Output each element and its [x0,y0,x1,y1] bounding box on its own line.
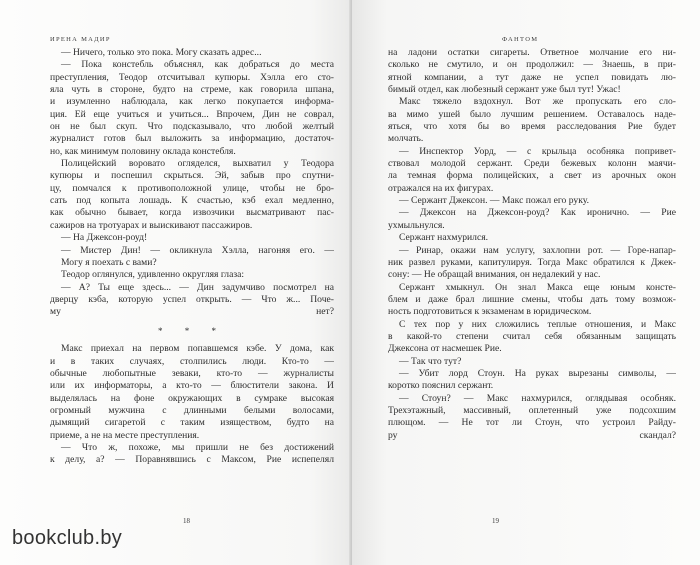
text-line: бимый отдел, как любезный сержант уже был тут! Ужас! [388,84,621,96]
text-line: как обычно бывает, когда извозчики высматривают пас- [50,207,334,219]
text-line: — Так что тут? [399,355,462,367]
text-line: Макс тяжело вздохнул. Вот же пропускать его сло- [399,96,676,108]
text-line: ятной компании, а тут даже не успел повидать лю- [388,71,676,83]
text-line: яла чуть в стороне, будто на стреме, как говорила шпана, [50,84,334,96]
left-text-block-a [50,47,334,319]
text-line: — Ринар, окажи нам услугу, захлопни рот. — Горе-напар- [399,244,676,256]
text-line: Полицейский вороватo огляделся, выхватил у Теодора [61,158,334,170]
text-line: ла темная форма полицейских, а свет из арочных окон [388,170,676,182]
text-line: Могу я поехать с вами? [61,256,157,268]
left-text-block-b [50,343,334,466]
text-line: молчать. [388,133,424,145]
text-line: — Пока констебль объяснял, как добраться до места [61,59,334,71]
text-line: ствовал молодой сержант. Среди бежевых колонн маячи- [388,158,676,170]
text-line: сажиров на тротуарах и выискивают пассажиров. [50,219,253,231]
text-line: дверцу кэба, которую успел открыть. — Что ж... Поче- [50,293,334,305]
text-line: Джексона от насмешек Рие. [388,343,502,355]
text-line: на ладони остатки сигареты. Ответное молчание его ни- [388,47,676,58]
text-line: и в таких случаях, столпились люди. Кто-то — [50,355,334,367]
section-separator: * * * [158,325,226,336]
text-line: купюры и поспешил скрыться. Эй, забыв про спутни- [50,170,334,182]
text-line: в какой-то степени считал себя обязанным защищать [388,330,676,342]
text-line: выделялась на фоне окружающих в сумраке высокая [50,392,334,404]
site-watermark: bookclub.by [12,527,123,549]
text-line: дымящий сигаретой с таким изяществом, будто на [50,417,334,429]
text-line: блем и даже брал лишние смены, чтобы дать тому возмож- [388,293,676,305]
text-line: коротко пояснил сержант. [388,380,494,392]
text-line: плющом. — Не тот ли Стоун, что устроил Райду- [388,417,676,429]
text-line: Сержант хмыкнул. Он знал Макса еще юным консте- [399,281,676,293]
text-line: он не был скуп. Что подсказывало, что любой желтый [50,121,334,133]
text-line: — На Джексон-роуд! [61,232,148,244]
right-text-block [388,47,676,442]
text-line: — Убит лорд Стоун. На руках вырезаны символы, — [399,367,676,379]
text-line: сколько не смутило, и он продолжил: — Знаешь, в при- [388,59,676,71]
text-line: обычные любопытные зеваки, кто-то — журналисты [50,367,334,379]
text-line: му нет? [50,306,334,318]
text-line: яться, что хотя бы во время расследования Рие будет [388,121,676,133]
text-line: преступления, Теодор отсчитывал купюры. Хэлла его сто- [50,71,334,83]
text-line: к делу, а? — Поравнявшись с Максом, Рие испепелял [50,454,334,466]
text-line: и изумленно наблюдала, как легко покупается информа- [50,96,334,108]
text-line: Теодор оглянулся, удивленно округляя глаза: [61,269,245,281]
left-page-text [50,47,334,467]
text-line: — Ничего, только это пока. Могу сказать адрес... [61,47,262,58]
text-line: но, как минимум половину оклада констебля. [50,145,236,157]
text-line: — Инспектор Уорд, — с крыльца особняка попривет- [399,145,676,157]
text-line: — Что ж, похоже, мы пришли не без достижений [61,442,334,453]
right-page-text [388,47,676,442]
text-line: ру скандал? [388,429,676,441]
text-line: журналист готов был выложить за информацию, достаточ- [50,133,334,145]
text-line: Макс приехал на первом попавшемся кэбе. У дома, как [61,343,334,355]
right-page [352,0,700,565]
text-line: цу, помчался к противоположной улице, чтобы не бро- [50,182,334,194]
text-line: ник развел руками, капитулируя. Тогда Макс обратился к Джек- [388,256,676,268]
running-head-left: ИРЕНА МАДИР [50,36,111,43]
text-line: или их информаторы, а кто-то — блюстители закона. И [50,380,334,392]
text-line: огромный мужчина с длинными белыми волосами, [50,404,334,416]
text-line: Сержант нахмурился. [399,232,489,244]
text-line: — Стоун? — Макс нахмурился, оглядывая особняк. [399,392,676,404]
text-line: ция. Ей еще учиться и учиться... Впрочем, Дин не соврал, [50,108,334,120]
text-line: приеме, а не на месте преступления. [50,429,200,441]
page-number-left: 18 [183,517,190,525]
text-line: — А? Ты еще здесь... — Дин задумчиво посмотрел на [61,281,334,293]
page-number-right: 19 [492,517,499,525]
text-line: — Сержант Джексон. — Макс пожал его руку. [399,195,589,207]
text-line: — Джексон на Джексон-роуд? Как иронично. — Рие [399,207,676,219]
text-line: — Мистер Дин! — окликнула Хэлла, нагоняя его. — [61,244,334,256]
running-head-right: ФАНТОМ [502,36,539,43]
text-line: сать под копыта лошадь. К счастью, кэб ехал медленно, [50,195,334,207]
text-line: сону: — Не обращай внимания, он недалекий у нас. [388,269,601,281]
text-line: отражался на их фигурах. [388,182,494,194]
text-line: Трехэтажный, массивный, оплетенный уже подсохшим [388,404,676,416]
text-line: ность подготовиться к экзаменам в юридическом. [388,306,592,318]
text-line: С тех пор у них сложились теплые отношения, и Макс [399,318,676,330]
text-line: ухмыльнулся. [388,219,445,231]
text-line: ва мимо ушей было лучшим решением. Оставалось наде- [388,108,676,120]
